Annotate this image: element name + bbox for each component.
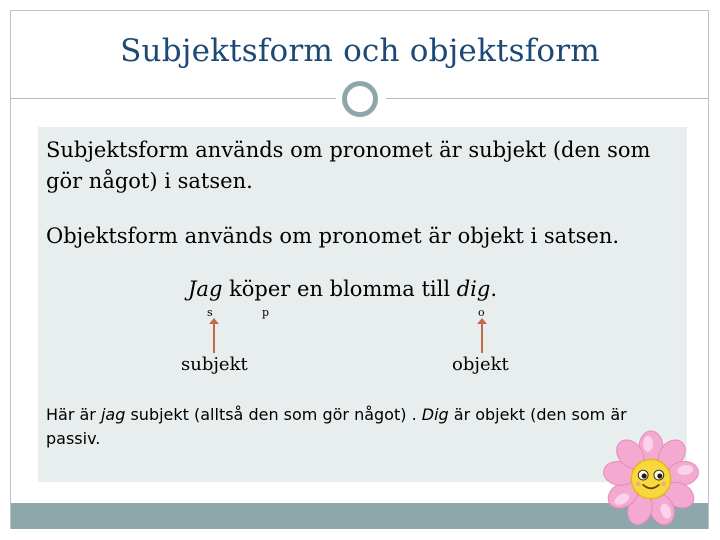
title-divider-right xyxy=(386,98,709,99)
explanation-dig: Dig xyxy=(421,405,449,424)
object-arrow xyxy=(481,323,483,353)
title-divider-left xyxy=(10,98,336,99)
subject-definition: Subjektsform används om pronomet är subjekt (den som gör något) i satsen. xyxy=(46,138,651,193)
explanation-text xyxy=(46,403,686,451)
tag-predicate: p xyxy=(262,306,270,319)
example-end: . xyxy=(490,277,498,301)
example-sentence xyxy=(188,277,497,301)
explanation-part1: Här är xyxy=(46,405,101,424)
tag-subject: s xyxy=(207,306,213,319)
ring-ornament-icon xyxy=(342,81,378,117)
object-definition: Objektsform används om pronomet är objekt i satsen. xyxy=(46,224,620,248)
example-middle: köper en blomma till xyxy=(222,277,457,301)
slide-title: Subjektsform och objektsform xyxy=(120,33,600,69)
smiling-flower-icon xyxy=(602,430,700,528)
label-subject: subjekt xyxy=(181,354,248,375)
explanation-part3: är objekt (den som är passiv. xyxy=(46,405,627,448)
explanation-jag: jag xyxy=(100,405,126,424)
example-word-object: dig xyxy=(456,277,491,301)
label-object: objekt xyxy=(452,354,509,375)
subject-arrow xyxy=(213,323,215,353)
tag-object: o xyxy=(478,306,485,319)
explanation-part2: subjekt (alltså den som gör något) . xyxy=(125,405,422,424)
example-word-subject: Jag xyxy=(188,277,223,301)
